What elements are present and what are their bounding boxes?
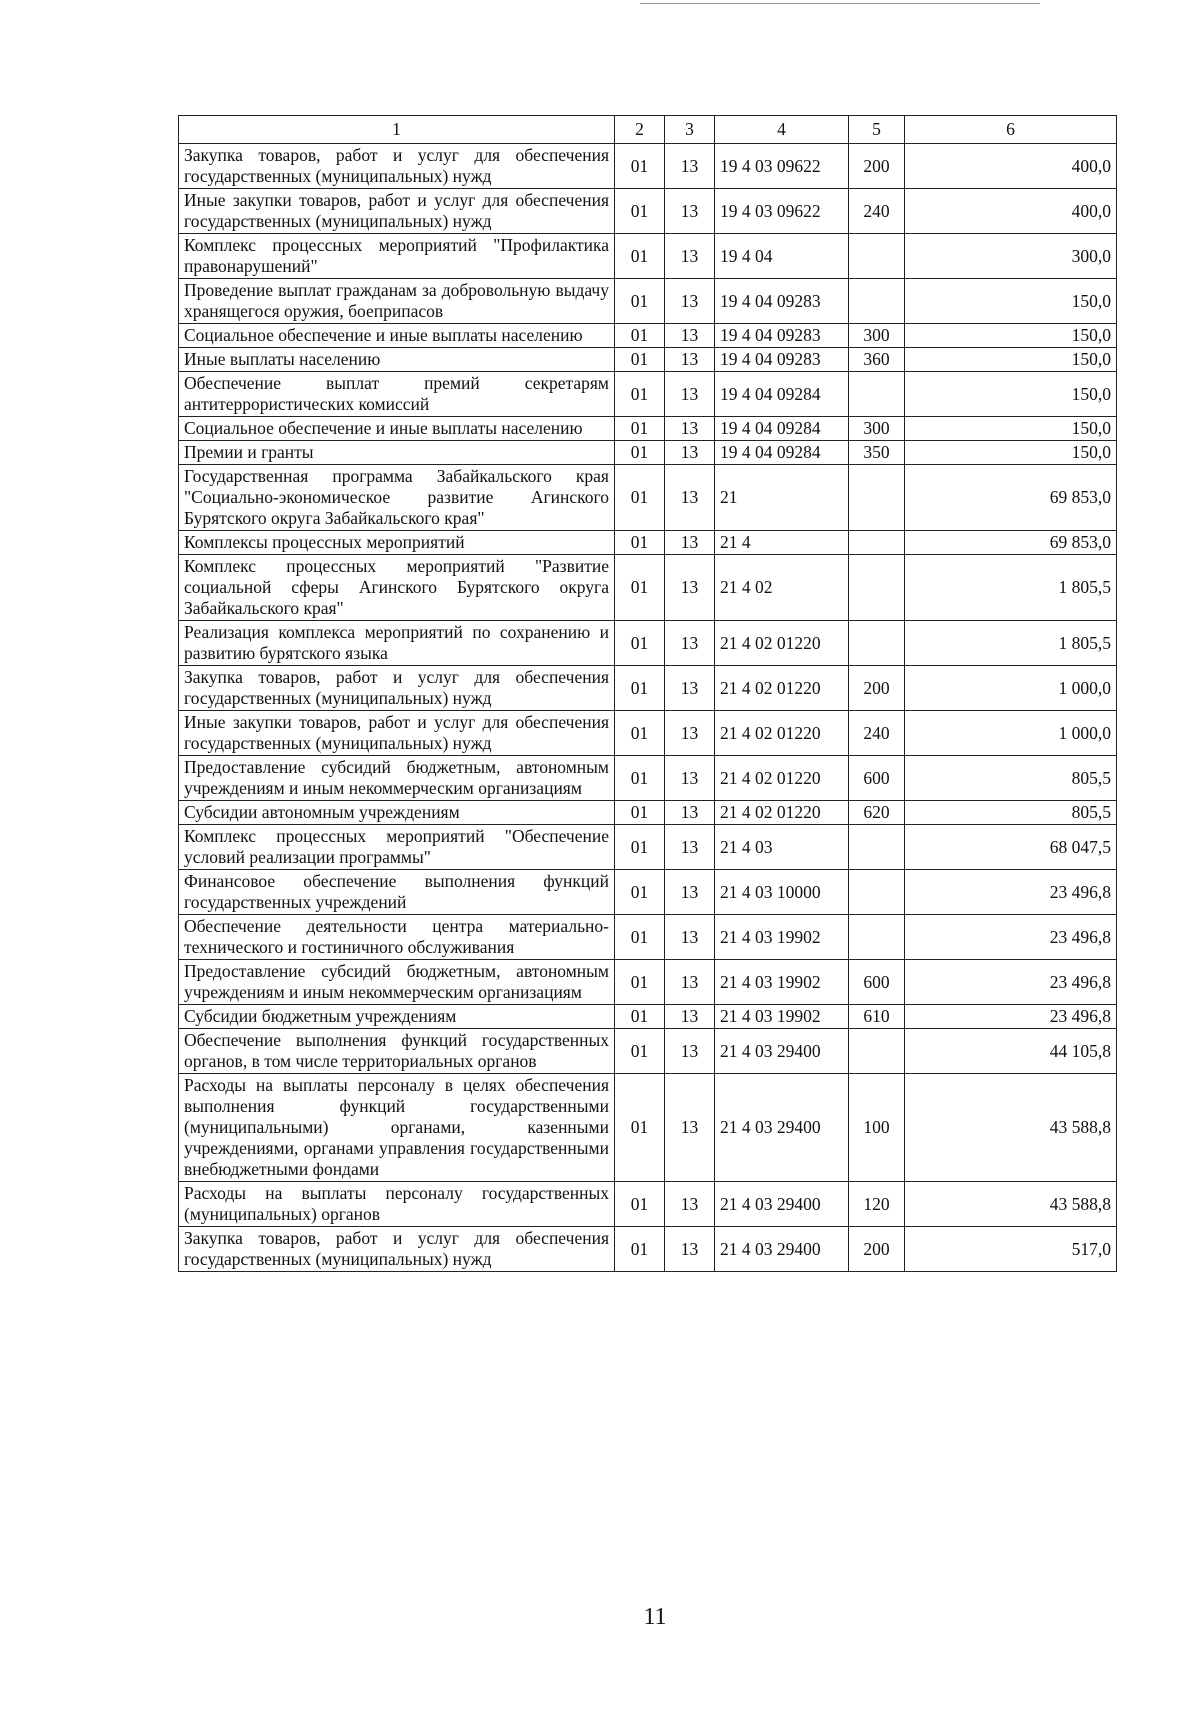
row-subsection-cell: 13 [665, 279, 715, 324]
row-section-cell: 01 [615, 1227, 665, 1272]
row-expense-type-cell: 240 [849, 189, 905, 234]
row-amount-cell: 400,0 [905, 144, 1117, 189]
row-subsection-cell: 13 [665, 531, 715, 555]
row-subsection-cell: 13 [665, 801, 715, 825]
row-subsection-cell: 13 [665, 555, 715, 621]
table-row [179, 1227, 1117, 1272]
row-target-article-cell: 21 4 03 29400 [715, 1182, 849, 1227]
row-amount-cell: 150,0 [905, 372, 1117, 417]
table-row [179, 144, 1117, 189]
row-subsection-cell: 13 [665, 756, 715, 801]
row-target-article-cell: 19 4 04 09283 [715, 279, 849, 324]
row-target-article-cell: 19 4 04 09284 [715, 441, 849, 465]
row-target-article-cell: 21 4 03 19902 [715, 960, 849, 1005]
row-name-cell: Комплекс процессных мероприятий "Развитие социальной сферы Агинского Бурятского округа Забайкальского края" [179, 555, 615, 621]
row-subsection-cell: 13 [665, 441, 715, 465]
row-expense-type-cell [849, 279, 905, 324]
table-row [179, 372, 1117, 417]
row-subsection-cell: 13 [665, 711, 715, 756]
row-amount-cell: 400,0 [905, 189, 1117, 234]
row-name-cell: Государственная программа Забайкальского края "Социально-экономическое развитие Агинского Бурятского округа Забайкальского края" [179, 465, 615, 531]
row-subsection-cell: 13 [665, 1074, 715, 1182]
row-target-article-cell: 21 4 03 [715, 825, 849, 870]
row-subsection-cell: 13 [665, 324, 715, 348]
row-expense-type-cell [849, 531, 905, 555]
table-row [179, 915, 1117, 960]
row-subsection-cell: 13 [665, 1227, 715, 1272]
row-section-cell: 01 [615, 279, 665, 324]
table-row [179, 1182, 1117, 1227]
row-amount-cell: 1 000,0 [905, 666, 1117, 711]
row-target-article-cell: 21 [715, 465, 849, 531]
row-name-cell: Финансовое обеспечение выполнения функций государственных учреждений [179, 870, 615, 915]
row-subsection-cell: 13 [665, 189, 715, 234]
row-subsection-cell: 13 [665, 372, 715, 417]
row-name-cell: Закупка товаров, работ и услуг для обеспечения государственных (муниципальных) нужд [179, 144, 615, 189]
row-target-article-cell: 19 4 04 09284 [715, 417, 849, 441]
row-target-article-cell: 21 4 02 [715, 555, 849, 621]
row-section-cell: 01 [615, 825, 665, 870]
row-amount-cell: 300,0 [905, 234, 1117, 279]
row-expense-type-cell: 610 [849, 1005, 905, 1029]
row-expense-type-cell: 600 [849, 756, 905, 801]
row-amount-cell: 23 496,8 [905, 915, 1117, 960]
table-row [179, 417, 1117, 441]
row-section-cell: 01 [615, 711, 665, 756]
row-amount-cell: 69 853,0 [905, 465, 1117, 531]
row-name-cell: Проведение выплат гражданам за добровольную выдачу хранящегося оружия, боеприпасов [179, 279, 615, 324]
row-subsection-cell: 13 [665, 915, 715, 960]
row-section-cell: 01 [615, 372, 665, 417]
row-name-cell: Предоставление субсидий бюджетным, автономным учреждениям и иным некоммерческим организациям [179, 756, 615, 801]
row-subsection-cell: 13 [665, 621, 715, 666]
row-amount-cell: 517,0 [905, 1227, 1117, 1272]
table-row [179, 1005, 1117, 1029]
row-amount-cell: 23 496,8 [905, 1005, 1117, 1029]
row-subsection-cell: 13 [665, 960, 715, 1005]
row-target-article-cell: 19 4 03 09622 [715, 144, 849, 189]
row-section-cell: 01 [615, 960, 665, 1005]
row-expense-type-cell: 240 [849, 711, 905, 756]
row-target-article-cell: 21 4 03 29400 [715, 1227, 849, 1272]
row-section-cell: 01 [615, 417, 665, 441]
row-target-article-cell: 21 4 02 01220 [715, 711, 849, 756]
row-expense-type-cell: 620 [849, 801, 905, 825]
row-name-cell: Предоставление субсидий бюджетным, автономным учреждениям и иным некоммерческим организациям [179, 960, 615, 1005]
row-section-cell: 01 [615, 531, 665, 555]
row-target-article-cell: 21 4 02 01220 [715, 666, 849, 711]
row-section-cell: 01 [615, 441, 665, 465]
row-subsection-cell: 13 [665, 144, 715, 189]
table-row [179, 1029, 1117, 1074]
row-amount-cell: 23 496,8 [905, 960, 1117, 1005]
row-expense-type-cell: 200 [849, 1227, 905, 1272]
row-target-article-cell: 21 4 02 01220 [715, 621, 849, 666]
row-section-cell: 01 [615, 234, 665, 279]
row-amount-cell: 805,5 [905, 801, 1117, 825]
table-row [179, 441, 1117, 465]
row-subsection-cell: 13 [665, 825, 715, 870]
row-expense-type-cell [849, 234, 905, 279]
row-section-cell: 01 [615, 189, 665, 234]
table-row [179, 234, 1117, 279]
table-row [179, 531, 1117, 555]
row-expense-type-cell: 200 [849, 144, 905, 189]
row-target-article-cell: 21 4 03 19902 [715, 915, 849, 960]
row-name-cell: Иные выплаты населению [179, 348, 615, 372]
header-col-6: 6 [905, 116, 1117, 144]
table-header-row [179, 116, 1117, 144]
scan-top-rule [640, 3, 1040, 4]
row-amount-cell: 150,0 [905, 441, 1117, 465]
row-target-article-cell: 19 4 04 09283 [715, 348, 849, 372]
header-col-4: 4 [715, 116, 849, 144]
header-col-2: 2 [615, 116, 665, 144]
row-amount-cell: 44 105,8 [905, 1029, 1117, 1074]
table-row [179, 666, 1117, 711]
row-section-cell: 01 [615, 348, 665, 372]
table-row [179, 324, 1117, 348]
row-amount-cell: 150,0 [905, 348, 1117, 372]
row-section-cell: 01 [615, 915, 665, 960]
table-row [179, 279, 1117, 324]
row-name-cell: Комплексы процессных мероприятий [179, 531, 615, 555]
row-target-article-cell: 19 4 04 09283 [715, 324, 849, 348]
table-row [179, 1074, 1117, 1182]
table-row [179, 960, 1117, 1005]
row-name-cell: Расходы на выплаты персоналу в целях обеспечения выполнения функций государственными (муниципальными) органами, казенными учреждениями, органами управления государственными внебюджетными фондами [179, 1074, 615, 1182]
row-expense-type-cell: 200 [849, 666, 905, 711]
row-expense-type-cell: 300 [849, 417, 905, 441]
row-subsection-cell: 13 [665, 870, 715, 915]
header-col-5: 5 [849, 116, 905, 144]
row-target-article-cell: 21 4 02 01220 [715, 801, 849, 825]
row-amount-cell: 150,0 [905, 417, 1117, 441]
row-amount-cell: 43 588,8 [905, 1074, 1117, 1182]
row-expense-type-cell [849, 621, 905, 666]
row-amount-cell: 150,0 [905, 324, 1117, 348]
row-section-cell: 01 [615, 801, 665, 825]
row-name-cell: Расходы на выплаты персоналу государственных (муниципальных) органов [179, 1182, 615, 1227]
row-subsection-cell: 13 [665, 1005, 715, 1029]
row-expense-type-cell [849, 870, 905, 915]
row-amount-cell: 43 588,8 [905, 1182, 1117, 1227]
row-target-article-cell: 19 4 04 [715, 234, 849, 279]
table-body [179, 144, 1117, 1272]
row-name-cell: Закупка товаров, работ и услуг для обеспечения государственных (муниципальных) нужд [179, 666, 615, 711]
row-amount-cell: 68 047,5 [905, 825, 1117, 870]
row-expense-type-cell: 300 [849, 324, 905, 348]
row-name-cell: Премии и гранты [179, 441, 615, 465]
table-row [179, 621, 1117, 666]
row-expense-type-cell [849, 915, 905, 960]
row-amount-cell: 69 853,0 [905, 531, 1117, 555]
row-target-article-cell: 21 4 03 29400 [715, 1029, 849, 1074]
table-row [179, 189, 1117, 234]
table-row [179, 348, 1117, 372]
row-target-article-cell: 21 4 02 01220 [715, 756, 849, 801]
table-row [179, 465, 1117, 531]
row-subsection-cell: 13 [665, 666, 715, 711]
row-amount-cell: 1 000,0 [905, 711, 1117, 756]
row-section-cell: 01 [615, 1005, 665, 1029]
table-row [179, 756, 1117, 801]
row-amount-cell: 150,0 [905, 279, 1117, 324]
row-section-cell: 01 [615, 666, 665, 711]
row-section-cell: 01 [615, 756, 665, 801]
row-section-cell: 01 [615, 1182, 665, 1227]
row-expense-type-cell: 350 [849, 441, 905, 465]
row-section-cell: 01 [615, 870, 665, 915]
row-section-cell: 01 [615, 555, 665, 621]
row-name-cell: Социальное обеспечение и иные выплаты населению [179, 324, 615, 348]
row-target-article-cell: 21 4 03 10000 [715, 870, 849, 915]
row-name-cell: Комплекс процессных мероприятий "Обеспечение условий реализации программы" [179, 825, 615, 870]
row-section-cell: 01 [615, 1029, 665, 1074]
row-amount-cell: 805,5 [905, 756, 1117, 801]
page-number: 11 [643, 1604, 667, 1630]
row-target-article-cell: 21 4 [715, 531, 849, 555]
row-subsection-cell: 13 [665, 234, 715, 279]
row-name-cell: Обеспечение выплат премий секретарям антитеррористических комиссий [179, 372, 615, 417]
row-section-cell: 01 [615, 621, 665, 666]
row-expense-type-cell: 120 [849, 1182, 905, 1227]
table-row [179, 870, 1117, 915]
row-expense-type-cell: 360 [849, 348, 905, 372]
budget-table [178, 115, 1117, 1272]
table-row [179, 555, 1117, 621]
row-expense-type-cell [849, 825, 905, 870]
row-name-cell: Субсидии автономным учреждениям [179, 801, 615, 825]
row-name-cell: Обеспечение выполнения функций государственных органов, в том числе территориальных органов [179, 1029, 615, 1074]
row-expense-type-cell [849, 555, 905, 621]
row-target-article-cell: 21 4 03 29400 [715, 1074, 849, 1182]
row-expense-type-cell: 600 [849, 960, 905, 1005]
row-subsection-cell: 13 [665, 348, 715, 372]
row-subsection-cell: 13 [665, 1029, 715, 1074]
table-row [179, 801, 1117, 825]
table-row [179, 711, 1117, 756]
row-expense-type-cell [849, 372, 905, 417]
row-expense-type-cell [849, 1029, 905, 1074]
row-target-article-cell: 19 4 04 09284 [715, 372, 849, 417]
row-section-cell: 01 [615, 324, 665, 348]
row-subsection-cell: 13 [665, 417, 715, 441]
row-name-cell: Комплекс процессных мероприятий "Профилактика правонарушений" [179, 234, 615, 279]
row-subsection-cell: 13 [665, 1182, 715, 1227]
row-name-cell: Закупка товаров, работ и услуг для обеспечения государственных (муниципальных) нужд [179, 1227, 615, 1272]
row-name-cell: Иные закупки товаров, работ и услуг для обеспечения государственных (муниципальных) нужд [179, 711, 615, 756]
row-subsection-cell: 13 [665, 465, 715, 531]
row-name-cell: Обеспечение деятельности центра материально-технического и гостиничного обслуживания [179, 915, 615, 960]
row-section-cell: 01 [615, 465, 665, 531]
row-name-cell: Субсидии бюджетным учреждениям [179, 1005, 615, 1029]
row-name-cell: Социальное обеспечение и иные выплаты населению [179, 417, 615, 441]
row-expense-type-cell [849, 465, 905, 531]
row-name-cell: Реализация комплекса мероприятий по сохранению и развитию бурятского языка [179, 621, 615, 666]
row-section-cell: 01 [615, 1074, 665, 1182]
row-section-cell: 01 [615, 144, 665, 189]
row-amount-cell: 1 805,5 [905, 555, 1117, 621]
row-name-cell: Иные закупки товаров, работ и услуг для обеспечения государственных (муниципальных) нужд [179, 189, 615, 234]
row-target-article-cell: 21 4 03 19902 [715, 1005, 849, 1029]
row-expense-type-cell: 100 [849, 1074, 905, 1182]
header-col-3: 3 [665, 116, 715, 144]
row-amount-cell: 23 496,8 [905, 870, 1117, 915]
table-row [179, 825, 1117, 870]
row-target-article-cell: 19 4 03 09622 [715, 189, 849, 234]
row-amount-cell: 1 805,5 [905, 621, 1117, 666]
header-col-1: 1 [179, 116, 615, 144]
